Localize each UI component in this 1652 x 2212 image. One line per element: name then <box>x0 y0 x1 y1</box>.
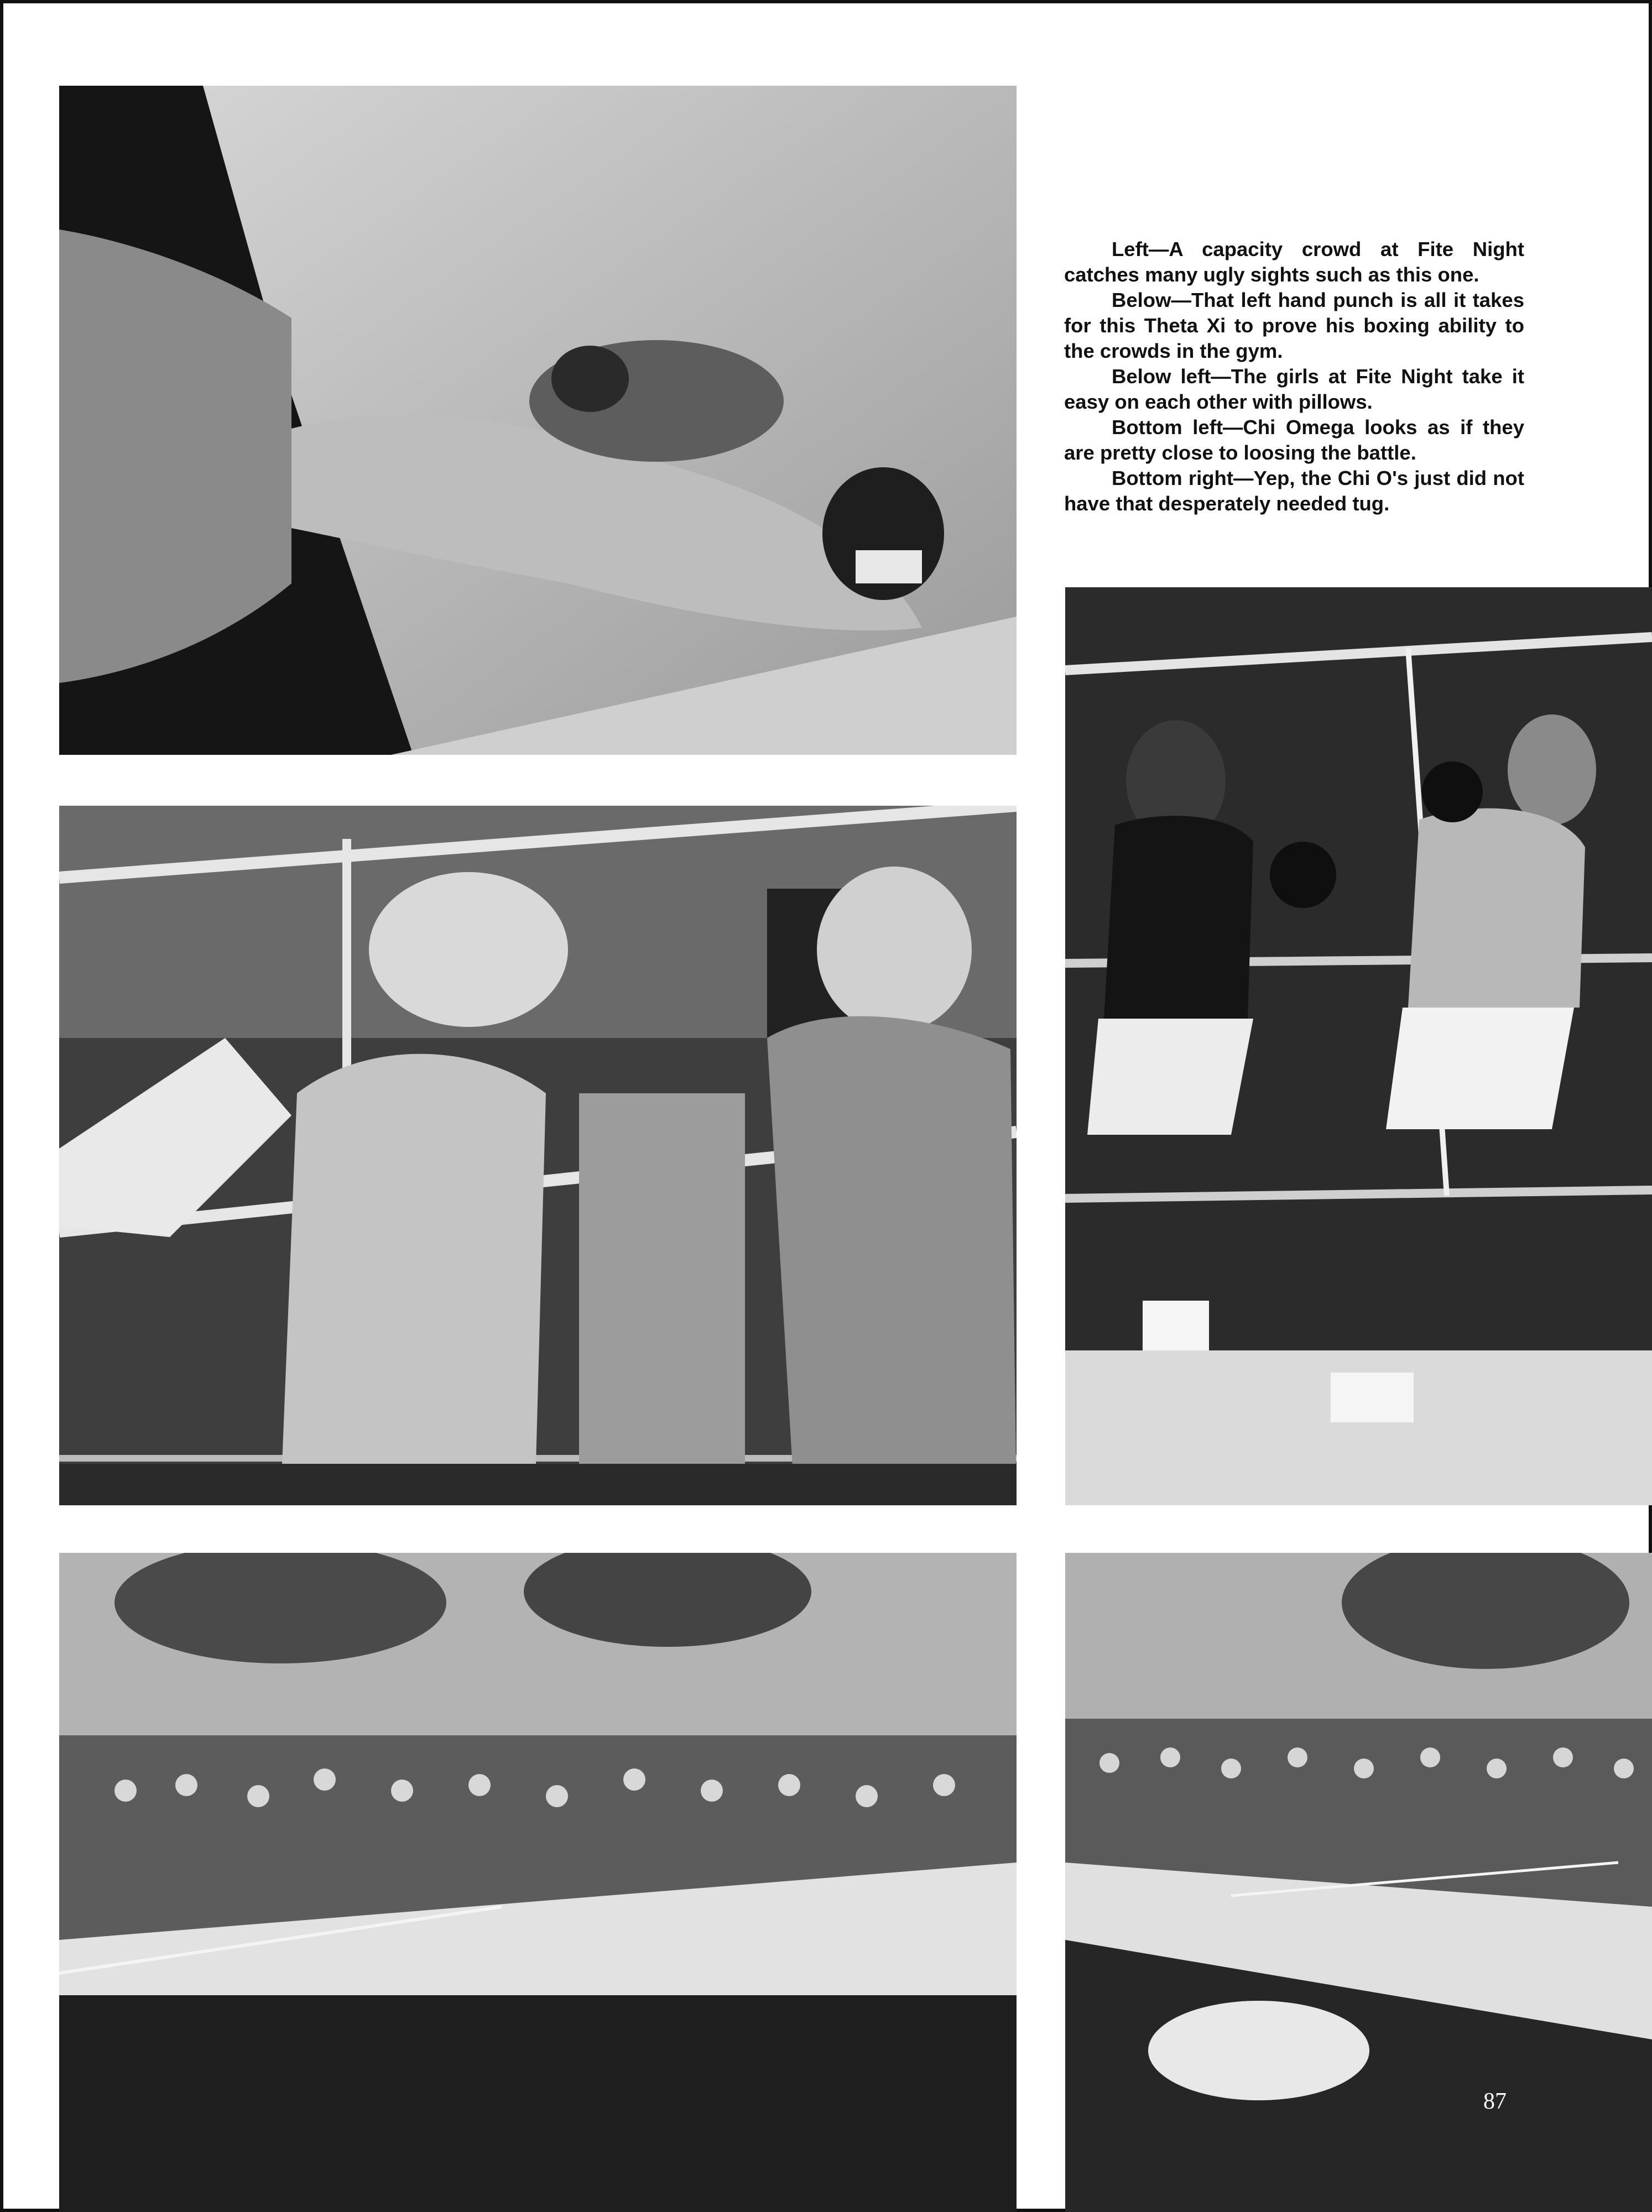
boxer-knocked-down-photo <box>59 86 1017 755</box>
caption-below: Below—That left hand punch is all it takes for this Theta Xi to prove his boxing ability to the crowds in the gym. <box>1064 289 1524 362</box>
theta-xi-punch-photo <box>1065 587 1652 1505</box>
pillow-fight-photo <box>59 806 1017 1505</box>
caption-below-left: Below left—The girls at Fite Night take it easy on each other with pillows. <box>1064 365 1524 413</box>
tug-of-war-right-photo <box>1065 1553 1652 2212</box>
page-number: 87 <box>1483 2089 1507 2114</box>
caption-bottom-right: Bottom right—Yep, the Chi O's just did not have that desperately needed tug. <box>1064 467 1524 515</box>
caption-left: Left—A capacity crowd at Fite Night catches many ugly sights such as this one. <box>1064 238 1524 286</box>
photo-captions <box>1064 237 1524 517</box>
caption-bottom-left: Bottom left—Chi Omega looks as if they are pretty close to loosing the battle. <box>1064 416 1524 464</box>
tug-of-war-left-photo <box>59 1553 1017 2212</box>
